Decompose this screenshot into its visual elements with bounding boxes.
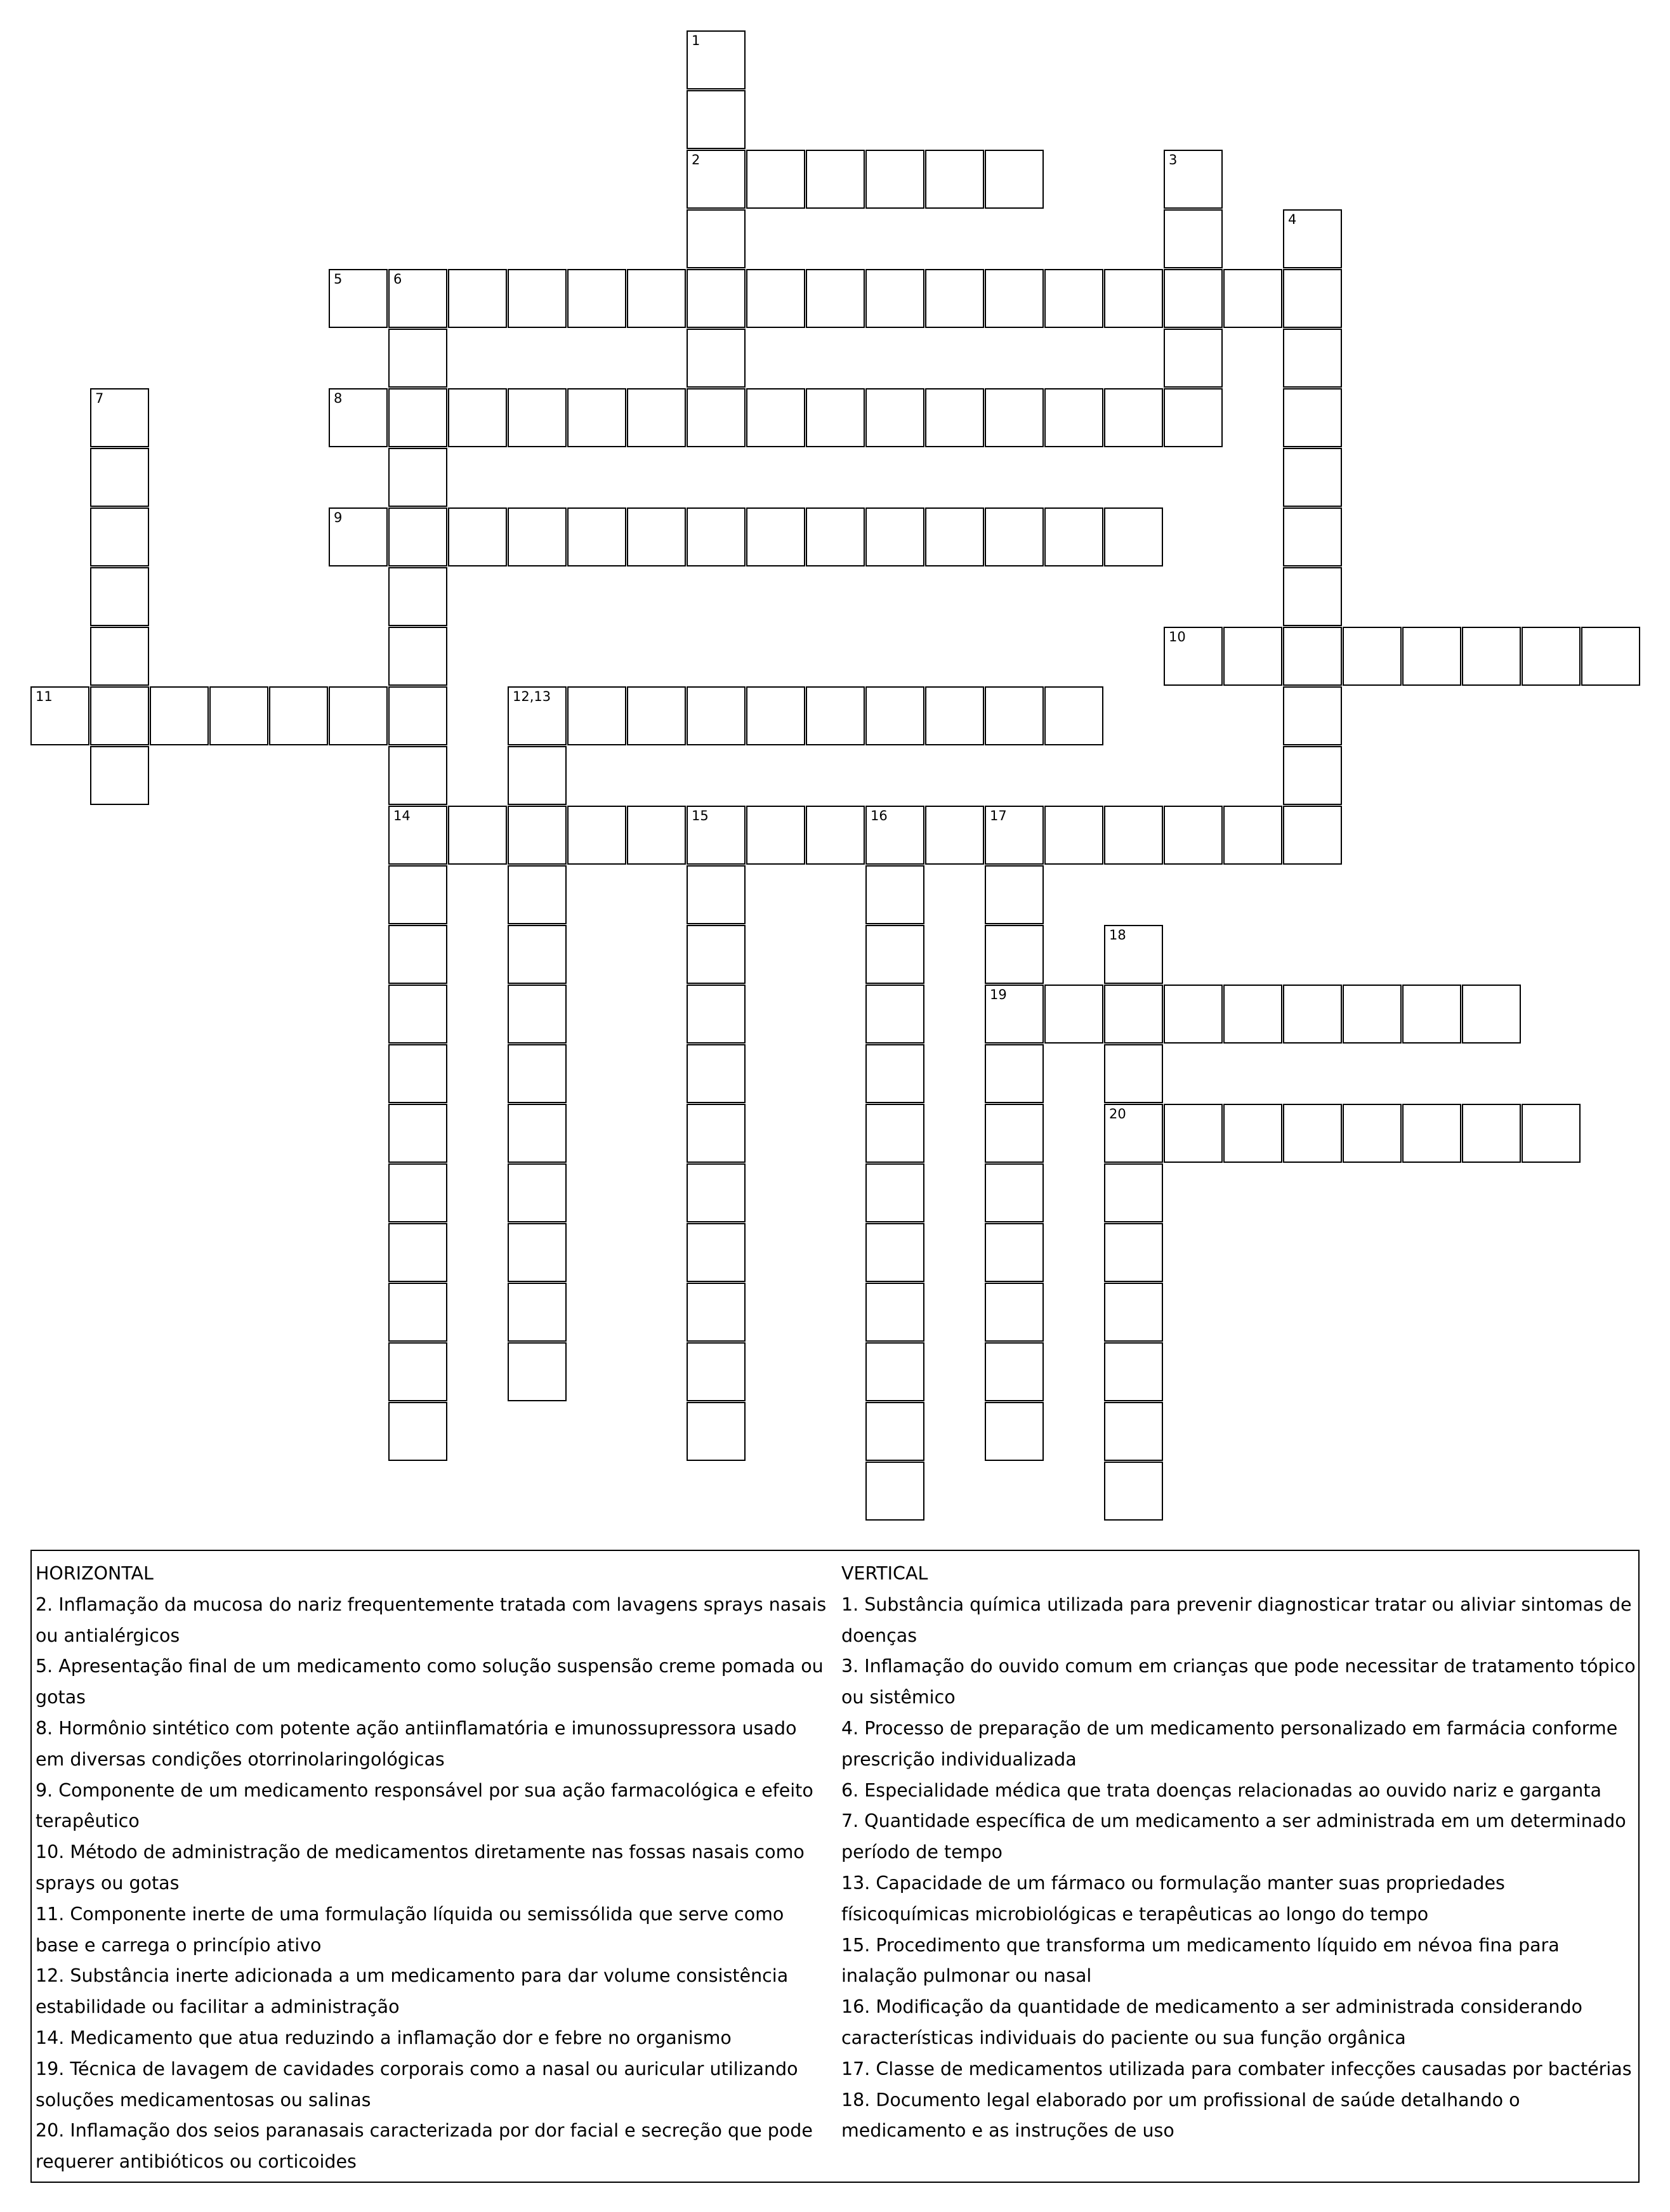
grid-cell[interactable]	[388, 388, 447, 447]
grid-cell[interactable]	[865, 150, 924, 209]
grid-cell[interactable]	[687, 1044, 746, 1103]
grid-cell[interactable]	[1164, 985, 1223, 1044]
grid-cell[interactable]	[1044, 269, 1103, 328]
grid-cell[interactable]	[567, 269, 626, 328]
grid-cell[interactable]	[1402, 985, 1461, 1044]
clue-h-2: 2. Inflamação da mucosa do nariz frequentemente tratada com lavagens sprays nasais ou antialérgicos	[36, 1594, 827, 1646]
grid-cell[interactable]	[90, 448, 149, 507]
clue-number: 8	[334, 391, 343, 406]
grid-cell[interactable]	[627, 388, 686, 447]
grid-cell[interactable]	[687, 388, 746, 447]
clue-v-4: 4. Processo de preparação de um medicamento personalizado em farmácia conforme prescrição individualizada	[841, 1717, 1618, 1770]
grid-cell[interactable]	[1104, 1104, 1163, 1163]
clue-h-11: 11. Componente inerte de uma formulação líquida ou semissólida que serve como base e carrega o princípio ativo	[36, 1903, 784, 1956]
grid-cell[interactable]	[508, 1163, 567, 1222]
grid-cell[interactable]	[806, 150, 865, 209]
grid-cell[interactable]	[388, 686, 447, 745]
grid-cell[interactable]	[448, 388, 507, 447]
grid-cell[interactable]	[1223, 985, 1282, 1044]
grid-cell[interactable]	[1104, 1163, 1163, 1222]
clue-h-19: 19. Técnica de lavagem de cavidades corporais como a nasal ou auricular utilizando soluções medicamentosas ou salinas	[36, 2058, 798, 2111]
grid-cell[interactable]	[627, 507, 686, 566]
grid-cell[interactable]	[388, 507, 447, 566]
grid-cell[interactable]	[448, 269, 507, 328]
clue-h-8: 8. Hormônio sintético com potente ação antiinflamatória e imunossupressora usado em diversas condições otorrinolaringológicas	[36, 1717, 797, 1770]
grid-cell[interactable]	[925, 388, 984, 447]
grid-cell[interactable]	[329, 388, 388, 447]
grid-cell[interactable]	[388, 746, 447, 805]
grid-cell[interactable]	[1104, 507, 1163, 566]
grid-cell[interactable]	[865, 1342, 924, 1401]
grid-cell[interactable]	[1104, 806, 1163, 865]
grid-cell[interactable]	[865, 1402, 924, 1461]
grid-cell[interactable]	[30, 686, 89, 745]
clue-v-7: 7. Quantidade específica de um medicamento a ser administrada em um determinado período de tempo	[841, 1810, 1626, 1863]
clue-number: 9	[334, 510, 343, 525]
grid-cell[interactable]	[865, 1163, 924, 1222]
grid-cell[interactable]	[1283, 985, 1342, 1044]
grid-cell[interactable]	[1462, 627, 1521, 686]
grid-cell[interactable]	[806, 806, 865, 865]
grid-cell[interactable]	[329, 507, 388, 566]
grid-cell[interactable]	[90, 567, 149, 626]
grid-cell[interactable]	[1164, 1104, 1223, 1163]
grid-cell[interactable]	[1283, 329, 1342, 388]
grid-cell[interactable]	[1343, 1104, 1402, 1163]
grid-cell[interactable]	[865, 388, 924, 447]
grid-cell[interactable]	[687, 1104, 746, 1163]
grid-cell[interactable]	[1522, 627, 1581, 686]
clue-v-18: 18. Documento legal elaborado por um profissional de saúde detalhando o medicamento e as instruções de uso	[841, 2089, 1520, 2142]
grid-cell[interactable]	[508, 686, 567, 745]
clue-h-5: 5. Apresentação final de um medicamento como solução suspensão creme pomada ou gotas	[36, 1656, 824, 1708]
grid-cell[interactable]	[687, 329, 746, 388]
grid-cell[interactable]	[687, 1342, 746, 1401]
grid-cell[interactable]	[1283, 209, 1342, 268]
grid-cell[interactable]	[1164, 269, 1223, 328]
grid-cell[interactable]	[687, 1283, 746, 1342]
grid-cell[interactable]	[388, 627, 447, 686]
grid-cell[interactable]	[508, 1283, 567, 1342]
grid-cell[interactable]	[1343, 985, 1402, 1044]
vertical-clues	[841, 1559, 1636, 2147]
vertical-title: VERTICAL	[841, 1563, 928, 1584]
grid-cell[interactable]	[985, 806, 1044, 865]
grid-cell[interactable]	[1164, 806, 1223, 865]
grid-cell[interactable]	[985, 1044, 1044, 1103]
grid-cell[interactable]	[1223, 627, 1282, 686]
grid-cell[interactable]	[1283, 269, 1342, 328]
clue-v-3: 3. Inflamação do ouvido comum em crianças que pode necessitar de tratamento tópico ou sistêmico	[841, 1656, 1636, 1708]
grid-cell[interactable]	[687, 865, 746, 924]
grid-cell[interactable]	[687, 686, 746, 745]
grid-cell[interactable]	[269, 686, 328, 745]
grid-cell[interactable]	[865, 806, 924, 865]
grid-cell[interactable]	[388, 1342, 447, 1401]
grid-cell[interactable]	[627, 806, 686, 865]
grid-cell[interactable]	[985, 925, 1044, 984]
clue-number: 15	[692, 808, 709, 823]
grid-cell[interactable]	[150, 686, 209, 745]
grid-cell[interactable]	[985, 1402, 1044, 1461]
clue-number: 5	[334, 272, 343, 287]
grid-cell[interactable]	[1462, 985, 1521, 1044]
grid-cell[interactable]	[1104, 388, 1163, 447]
grid-cell[interactable]	[1402, 627, 1461, 686]
clue-number: 17	[990, 808, 1007, 823]
grid-cell[interactable]	[687, 209, 746, 268]
grid-cell[interactable]	[806, 388, 865, 447]
clue-number: 7	[95, 391, 104, 406]
clue-number: 16	[871, 808, 888, 823]
grid-cell[interactable]	[1283, 388, 1342, 447]
grid-cell[interactable]	[1164, 388, 1223, 447]
grid-cell[interactable]	[1283, 567, 1342, 626]
grid-cell[interactable]	[925, 150, 984, 209]
grid-cell[interactable]	[508, 925, 567, 984]
grid-cell[interactable]	[1402, 1104, 1461, 1163]
grid-cell[interactable]	[925, 806, 984, 865]
grid-cell[interactable]	[985, 1163, 1044, 1222]
grid-cell[interactable]	[1104, 925, 1163, 984]
grid-cell[interactable]	[388, 1402, 447, 1461]
grid-cell[interactable]	[567, 507, 626, 566]
grid-cell[interactable]	[985, 507, 1044, 566]
grid-cell[interactable]	[1044, 388, 1103, 447]
grid-cell[interactable]	[865, 1044, 924, 1103]
grid-cell[interactable]	[985, 686, 1044, 745]
grid-cell[interactable]	[1581, 627, 1640, 686]
clue-number: 4	[1288, 212, 1297, 227]
grid-cell[interactable]	[1164, 209, 1223, 268]
grid-cell[interactable]	[687, 1223, 746, 1282]
grid-cell[interactable]	[687, 925, 746, 984]
grid-cell[interactable]	[1283, 627, 1342, 686]
grid-cell[interactable]	[90, 746, 149, 805]
clue-v-15: 15. Procedimento que transforma um medicamento líquido em névoa fina para inalação pulmonar ou nasal	[841, 1934, 1560, 1987]
clue-h-10: 10. Método de administração de medicamentos diretamente nas fossas nasais como sprays ou gotas	[36, 1842, 805, 1894]
grid-cell[interactable]	[687, 150, 746, 209]
clue-h-9: 9. Componente de um medicamento responsável por sua ação farmacológica e efeito terapêutico	[36, 1779, 813, 1832]
grid-cell[interactable]	[1283, 507, 1342, 566]
horizontal-clues	[36, 1559, 829, 2178]
grid-cell[interactable]	[1104, 1044, 1163, 1103]
grid-cell[interactable]	[1462, 1104, 1521, 1163]
grid-cell[interactable]	[567, 388, 626, 447]
grid-cell[interactable]	[746, 686, 805, 745]
clue-v-13: 13. Capacidade de um fármaco ou formulação manter suas propriedades físicoquímicas microbiológicas e terapêuticas ao longo do tempo	[841, 1872, 1505, 1925]
clue-v-16: 16. Modificação da quantidade de medicamento a ser administrada considerando características individuais do paciente ou sua função orgânica	[841, 1996, 1582, 2048]
grid-cell[interactable]	[627, 269, 686, 328]
grid-cell[interactable]	[90, 507, 149, 566]
grid-cell[interactable]	[985, 1342, 1044, 1401]
grid-cell[interactable]	[865, 865, 924, 924]
grid-cell[interactable]	[388, 269, 447, 328]
grid-cell[interactable]	[90, 686, 149, 745]
grid-cell[interactable]	[865, 507, 924, 566]
clue-v-17: 17. Classe de medicamentos utilizada para combater infecções causadas por bactérias	[841, 2058, 1632, 2079]
grid-cell[interactable]	[1283, 746, 1342, 805]
clue-number: 10	[1169, 629, 1186, 645]
grid-cell[interactable]	[508, 865, 567, 924]
grid-cell[interactable]	[508, 1342, 567, 1401]
clue-h-12: 12. Substância inerte adicionada a um medicamento para dar volume consistência estabilidade ou facilitar a administração	[36, 1965, 789, 2018]
grid-cell[interactable]	[865, 1223, 924, 1282]
grid-cell[interactable]	[746, 388, 805, 447]
grid-cell[interactable]	[388, 329, 447, 388]
grid-cell[interactable]	[329, 686, 388, 745]
grid-cell[interactable]	[388, 806, 447, 865]
grid-cell[interactable]	[90, 627, 149, 686]
grid-cell[interactable]	[1104, 985, 1163, 1044]
grid-cell[interactable]	[1223, 806, 1282, 865]
grid-cell[interactable]	[1283, 686, 1342, 745]
grid-cell[interactable]	[865, 1283, 924, 1342]
grid-cell[interactable]	[687, 1402, 746, 1461]
grid-cell[interactable]	[985, 388, 1044, 447]
grid-cell[interactable]	[985, 865, 1044, 924]
grid-cell[interactable]	[508, 1104, 567, 1163]
grid-cell[interactable]	[746, 806, 805, 865]
grid-cell[interactable]	[985, 985, 1044, 1044]
clue-number: 11	[36, 689, 53, 704]
grid-cell[interactable]	[508, 507, 567, 566]
grid-cell[interactable]	[865, 985, 924, 1044]
grid-cell[interactable]	[1164, 627, 1223, 686]
grid-cell[interactable]	[687, 269, 746, 328]
clue-number: 2	[692, 152, 700, 167]
grid-cell[interactable]	[985, 1283, 1044, 1342]
clues-box	[30, 1550, 1640, 2183]
grid-cell[interactable]	[1104, 1462, 1163, 1521]
grid-cell[interactable]	[508, 1044, 567, 1103]
grid-cell[interactable]	[508, 746, 567, 805]
grid-cell[interactable]	[687, 806, 746, 865]
grid-cell[interactable]	[1044, 507, 1103, 566]
grid-cell[interactable]	[1522, 1104, 1581, 1163]
grid-cell[interactable]	[1164, 150, 1223, 209]
grid-cell[interactable]	[925, 686, 984, 745]
grid-cell[interactable]	[925, 269, 984, 328]
clue-number: 18	[1109, 927, 1126, 943]
grid-cell[interactable]	[687, 30, 746, 89]
clue-number: 20	[1109, 1106, 1126, 1122]
grid-cell[interactable]	[388, 1104, 447, 1163]
grid-cell[interactable]	[806, 269, 865, 328]
grid-cell[interactable]	[865, 686, 924, 745]
grid-cell[interactable]	[1044, 806, 1103, 865]
grid-cell[interactable]	[448, 507, 507, 566]
grid-cell[interactable]	[1223, 269, 1282, 328]
grid-cell[interactable]	[1283, 806, 1342, 865]
grid-cell[interactable]	[1104, 269, 1163, 328]
grid-cell[interactable]	[1283, 448, 1342, 507]
grid-cell[interactable]	[865, 1104, 924, 1163]
grid-cell[interactable]	[388, 1223, 447, 1282]
clue-number: 19	[990, 987, 1007, 1002]
grid-cell[interactable]	[687, 90, 746, 149]
grid-cell[interactable]	[90, 388, 149, 447]
clue-v-1: 1. Substância química utilizada para prevenir diagnosticar tratar ou aliviar sintomas de doenças	[841, 1594, 1632, 1646]
grid-cell[interactable]	[865, 269, 924, 328]
grid-cell[interactable]	[329, 269, 388, 328]
grid-cell[interactable]	[1104, 1402, 1163, 1461]
grid-cell[interactable]	[746, 150, 805, 209]
clue-number: 6	[393, 272, 402, 287]
horizontal-title: HORIZONTAL	[36, 1563, 154, 1584]
grid-cell[interactable]	[388, 985, 447, 1044]
grid-cell[interactable]	[567, 686, 626, 745]
grid-cell[interactable]	[388, 865, 447, 924]
grid-cell[interactable]	[687, 1163, 746, 1222]
clue-number: 1	[692, 33, 700, 48]
grid-cell[interactable]	[508, 388, 567, 447]
grid-cell[interactable]	[1164, 329, 1223, 388]
grid-cell[interactable]	[806, 507, 865, 566]
grid-cell[interactable]	[746, 507, 805, 566]
grid-cell[interactable]	[508, 806, 567, 865]
grid-cell[interactable]	[567, 806, 626, 865]
grid-cell[interactable]	[388, 448, 447, 507]
grid-cell[interactable]	[806, 686, 865, 745]
clue-v-6: 6. Especialidade médica que trata doenças relacionadas ao ouvido nariz e garganta	[841, 1779, 1601, 1801]
grid-cell[interactable]	[1104, 1223, 1163, 1282]
grid-cell[interactable]	[388, 1163, 447, 1222]
grid-cell[interactable]	[508, 269, 567, 328]
grid-cell[interactable]	[508, 985, 567, 1044]
grid-cell[interactable]	[388, 567, 447, 626]
grid-cell[interactable]	[985, 150, 1044, 209]
grid-cell[interactable]	[925, 507, 984, 566]
grid-cell[interactable]	[209, 686, 268, 745]
clue-h-14: 14. Medicamento que atua reduzindo a inflamação dor e febre no organismo	[36, 2027, 732, 2048]
grid-cell[interactable]	[1044, 686, 1103, 745]
clue-number: 3	[1169, 152, 1178, 167]
grid-cell[interactable]	[687, 985, 746, 1044]
clue-number: 14	[393, 808, 411, 823]
grid-cell[interactable]	[687, 507, 746, 566]
grid-cell[interactable]	[508, 1223, 567, 1282]
clue-h-20: 20. Inflamação dos seios paranasais caracterizada por dor facial e secreção que pode requerer antibióticos ou corticoides	[36, 2120, 813, 2173]
grid-cell[interactable]	[388, 925, 447, 984]
grid-cell[interactable]	[1104, 1342, 1163, 1401]
grid-cell[interactable]	[865, 1462, 924, 1521]
grid-cell[interactable]	[985, 1104, 1044, 1163]
grid-cell[interactable]	[1223, 1104, 1282, 1163]
clue-number: 12,13	[513, 689, 551, 704]
grid-cell[interactable]	[1343, 627, 1402, 686]
grid-cell[interactable]	[746, 269, 805, 328]
grid-cell[interactable]	[388, 1283, 447, 1342]
grid-cell[interactable]	[1044, 985, 1103, 1044]
grid-cell[interactable]	[985, 1223, 1044, 1282]
grid-cell[interactable]	[448, 806, 507, 865]
grid-cell[interactable]	[627, 686, 686, 745]
grid-cell[interactable]	[985, 269, 1044, 328]
grid-cell[interactable]	[388, 1044, 447, 1103]
grid-cell[interactable]	[865, 925, 924, 984]
grid-cell[interactable]	[1104, 1283, 1163, 1342]
grid-cell[interactable]	[1283, 1104, 1342, 1163]
